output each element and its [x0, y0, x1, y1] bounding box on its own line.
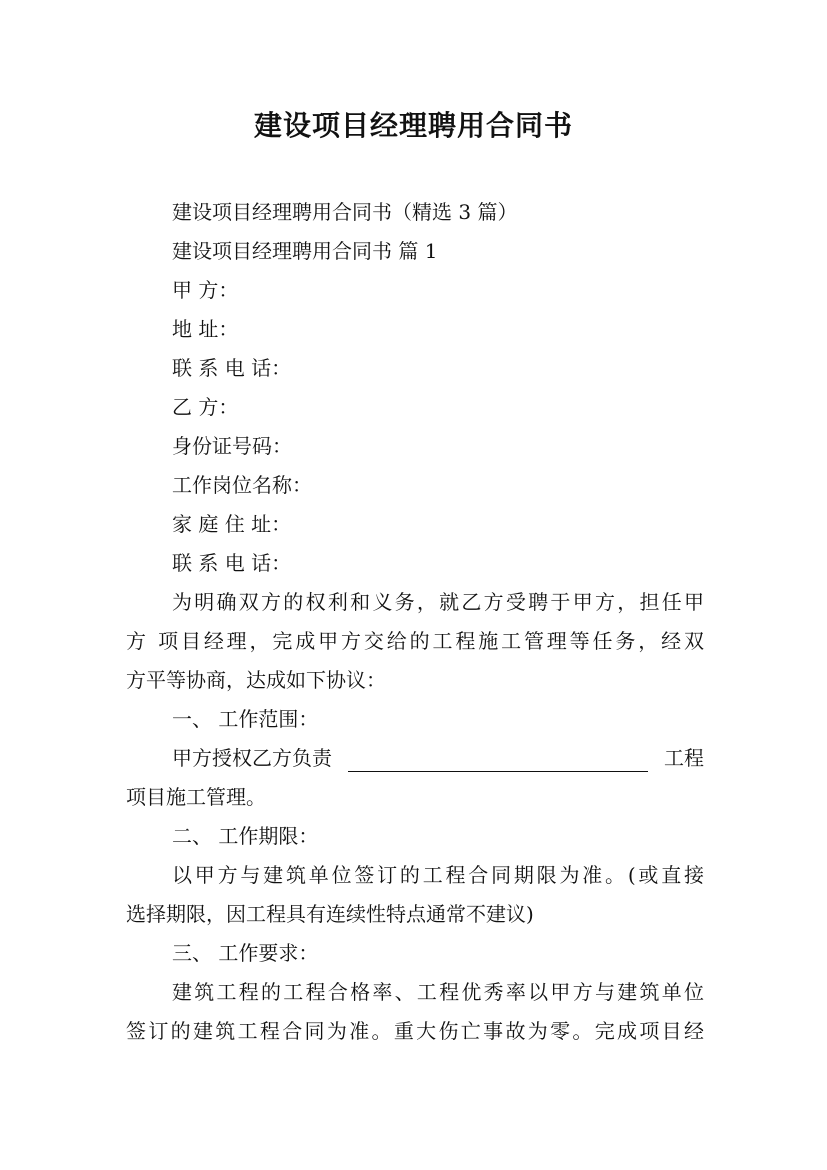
- home-address-field: 家 庭 住 址：: [172, 512, 292, 536]
- phone-field-a: 联 系 电 话：: [172, 356, 292, 380]
- subtitle-line: 建设项目经理聘用合同书（精选 3 篇）: [172, 200, 518, 224]
- paragraph-line: 签订的建筑工程合同为准。重大伤亡事故为零。完成项目经: [126, 1019, 704, 1043]
- clause-heading-3: 三、 工作要求：: [172, 941, 319, 965]
- document-title: 建设项目经理聘用合同书: [253, 109, 573, 142]
- scope-line: [172, 744, 704, 772]
- address-field: 地 址：: [172, 317, 239, 341]
- paragraph-line: 项目施工管理。: [126, 785, 266, 809]
- phone-field-b: 联 系 电 话：: [172, 551, 292, 575]
- section-heading: 建设项目经理聘用合同书 篇 1: [172, 239, 438, 263]
- clause-heading-1: 一、 工作范围：: [172, 707, 319, 731]
- clause-heading-2: 二、 工作期限：: [172, 824, 319, 848]
- paragraph-line: 以甲方与建筑单位签订的工程合同期限为准。(或直接: [172, 863, 704, 887]
- scope-suffix: 工程: [664, 746, 704, 770]
- paragraph-line: 选择期限，因工程具有连续性特点通常不建议): [126, 902, 534, 926]
- paragraph-line: 为明确双方的权利和义务，就乙方受聘于甲方，担任甲: [172, 590, 704, 614]
- paragraph-line: 建筑工程的工程合格率、工程优秀率以甲方与建筑单位: [172, 980, 704, 1004]
- id-number-field: 身份证号码：: [172, 434, 292, 458]
- paragraph-line: 方平等协商，达成如下协议：: [126, 668, 386, 692]
- paragraph-line: 方 项目经理，完成甲方交给的工程施工管理等任务，经双: [126, 629, 704, 653]
- scope-text: 甲方授权乙方负责: [172, 746, 332, 770]
- blank-underline: [348, 751, 648, 772]
- party-b-field: 乙 方：: [172, 395, 239, 419]
- job-title-field: 工作岗位名称：: [172, 473, 312, 497]
- party-a-field: 甲 方：: [172, 278, 239, 302]
